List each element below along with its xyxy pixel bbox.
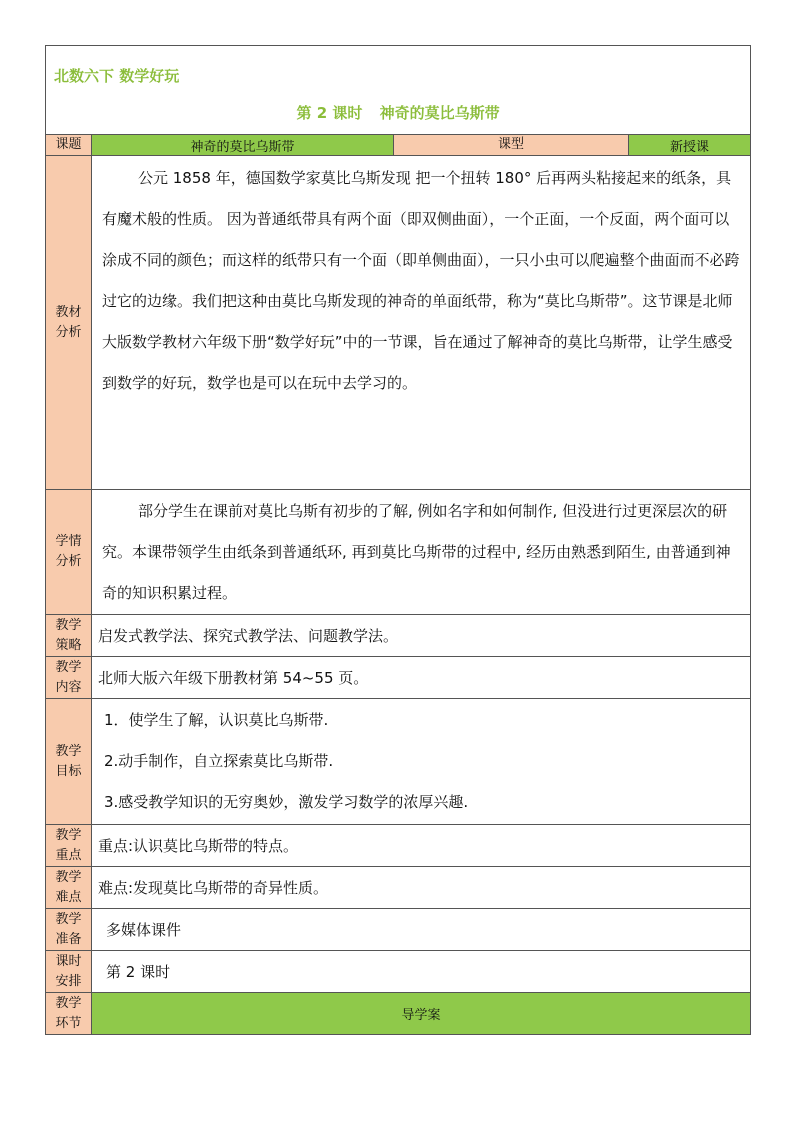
material-row: [46, 156, 751, 490]
content-label: 教学 内容: [46, 657, 92, 699]
goals-row: [46, 699, 751, 825]
strategy-label: 教学 策略: [46, 615, 92, 657]
strategy-text: 启发式教学法、探究式教学法、问题教学法。: [92, 615, 751, 657]
hours-row: [46, 951, 751, 993]
type-label: 课型: [394, 135, 629, 156]
difficulty-label: 教学 难点: [46, 867, 92, 909]
type-value: 新授课: [629, 135, 751, 156]
info-row: [46, 135, 751, 156]
preparation-text: 多媒体课件: [92, 909, 751, 951]
material-label: 教材 分析: [46, 156, 92, 490]
hours-text: 第 2 课时: [92, 951, 751, 993]
preparation-row: [46, 909, 751, 951]
lesson-title: 神奇的莫比乌斯带: [379, 103, 500, 122]
content-text: 北师大版六年级下册教材第 54~55 页。: [92, 657, 751, 699]
process-label: 教学 环节: [46, 993, 92, 1035]
process-text: 导学案: [92, 993, 751, 1035]
preparation-label: 教学 准备: [46, 909, 92, 951]
students-text: 部分学生在课前对莫比乌斯有初步的了解, 例如名字和如何制作, 但没进行过更深层次的研究。本课带领学生由纸条到普通纸环, 再到莫比乌斯带的过程中, 经历由熟悉到陌生, 由普通到神奇的知识积累过程。: [102, 501, 731, 602]
difficulty-row: [46, 867, 751, 909]
strategy-row: [46, 615, 751, 657]
key-point-row: [46, 825, 751, 867]
lesson-plan-table: [45, 45, 751, 1035]
key-point-text: 重点:认识莫比乌斯带的特点。: [92, 825, 751, 867]
goal-item-2: 2.动手制作，自立探索莫比乌斯带.: [104, 752, 334, 770]
key-point-label: 教学 重点: [46, 825, 92, 867]
course-series: 北数六下 数学好玩: [46, 46, 751, 91]
goal-item-1: 1．使学生了解，认识莫比乌斯带.: [104, 711, 329, 729]
content-row: [46, 657, 751, 699]
topic-label: 课题: [46, 135, 92, 156]
lesson-heading: [46, 90, 751, 135]
material-text: 公元 1858 年，德国数学家莫比乌斯发现 把一个扭转 180° 后再两头粘接起来的纸条，具有魔术般的性质。 因为普通纸带具有两个面（即双侧曲面），一个正面，一个反面，两个面可以涂成不同的颜色；而这样的纸带只有一个面（即单侧曲面），一只小虫可以爬遍整个曲面而不必跨过它的边缘。我们把这种由莫比乌斯发现的神奇的单面纸带，称为“莫比乌斯带”。这节课是北师大版数学教材六年级下册“数学好玩”中的一节课，旨在通过了解神奇的莫比乌斯带，让学生感受到数学的好玩，数学也是可以在玩中去学习的。: [102, 169, 740, 392]
goal-item-3: 3.感受教学知识的无穷奥妙，激发学习数学的浓厚兴趣.: [104, 793, 469, 811]
goals-label: 教学 目标: [46, 699, 92, 825]
hours-label: 课时 安排: [46, 951, 92, 993]
process-row: [46, 993, 751, 1035]
students-label: 学情 分析: [46, 490, 92, 615]
difficulty-text: 难点:发现莫比乌斯带的奇异性质。: [92, 867, 751, 909]
students-row: [46, 490, 751, 615]
lesson-plan: [45, 45, 750, 1035]
lesson-number: 第 2 课时: [296, 103, 363, 122]
topic-value: 神奇的莫比乌斯带: [92, 135, 394, 156]
